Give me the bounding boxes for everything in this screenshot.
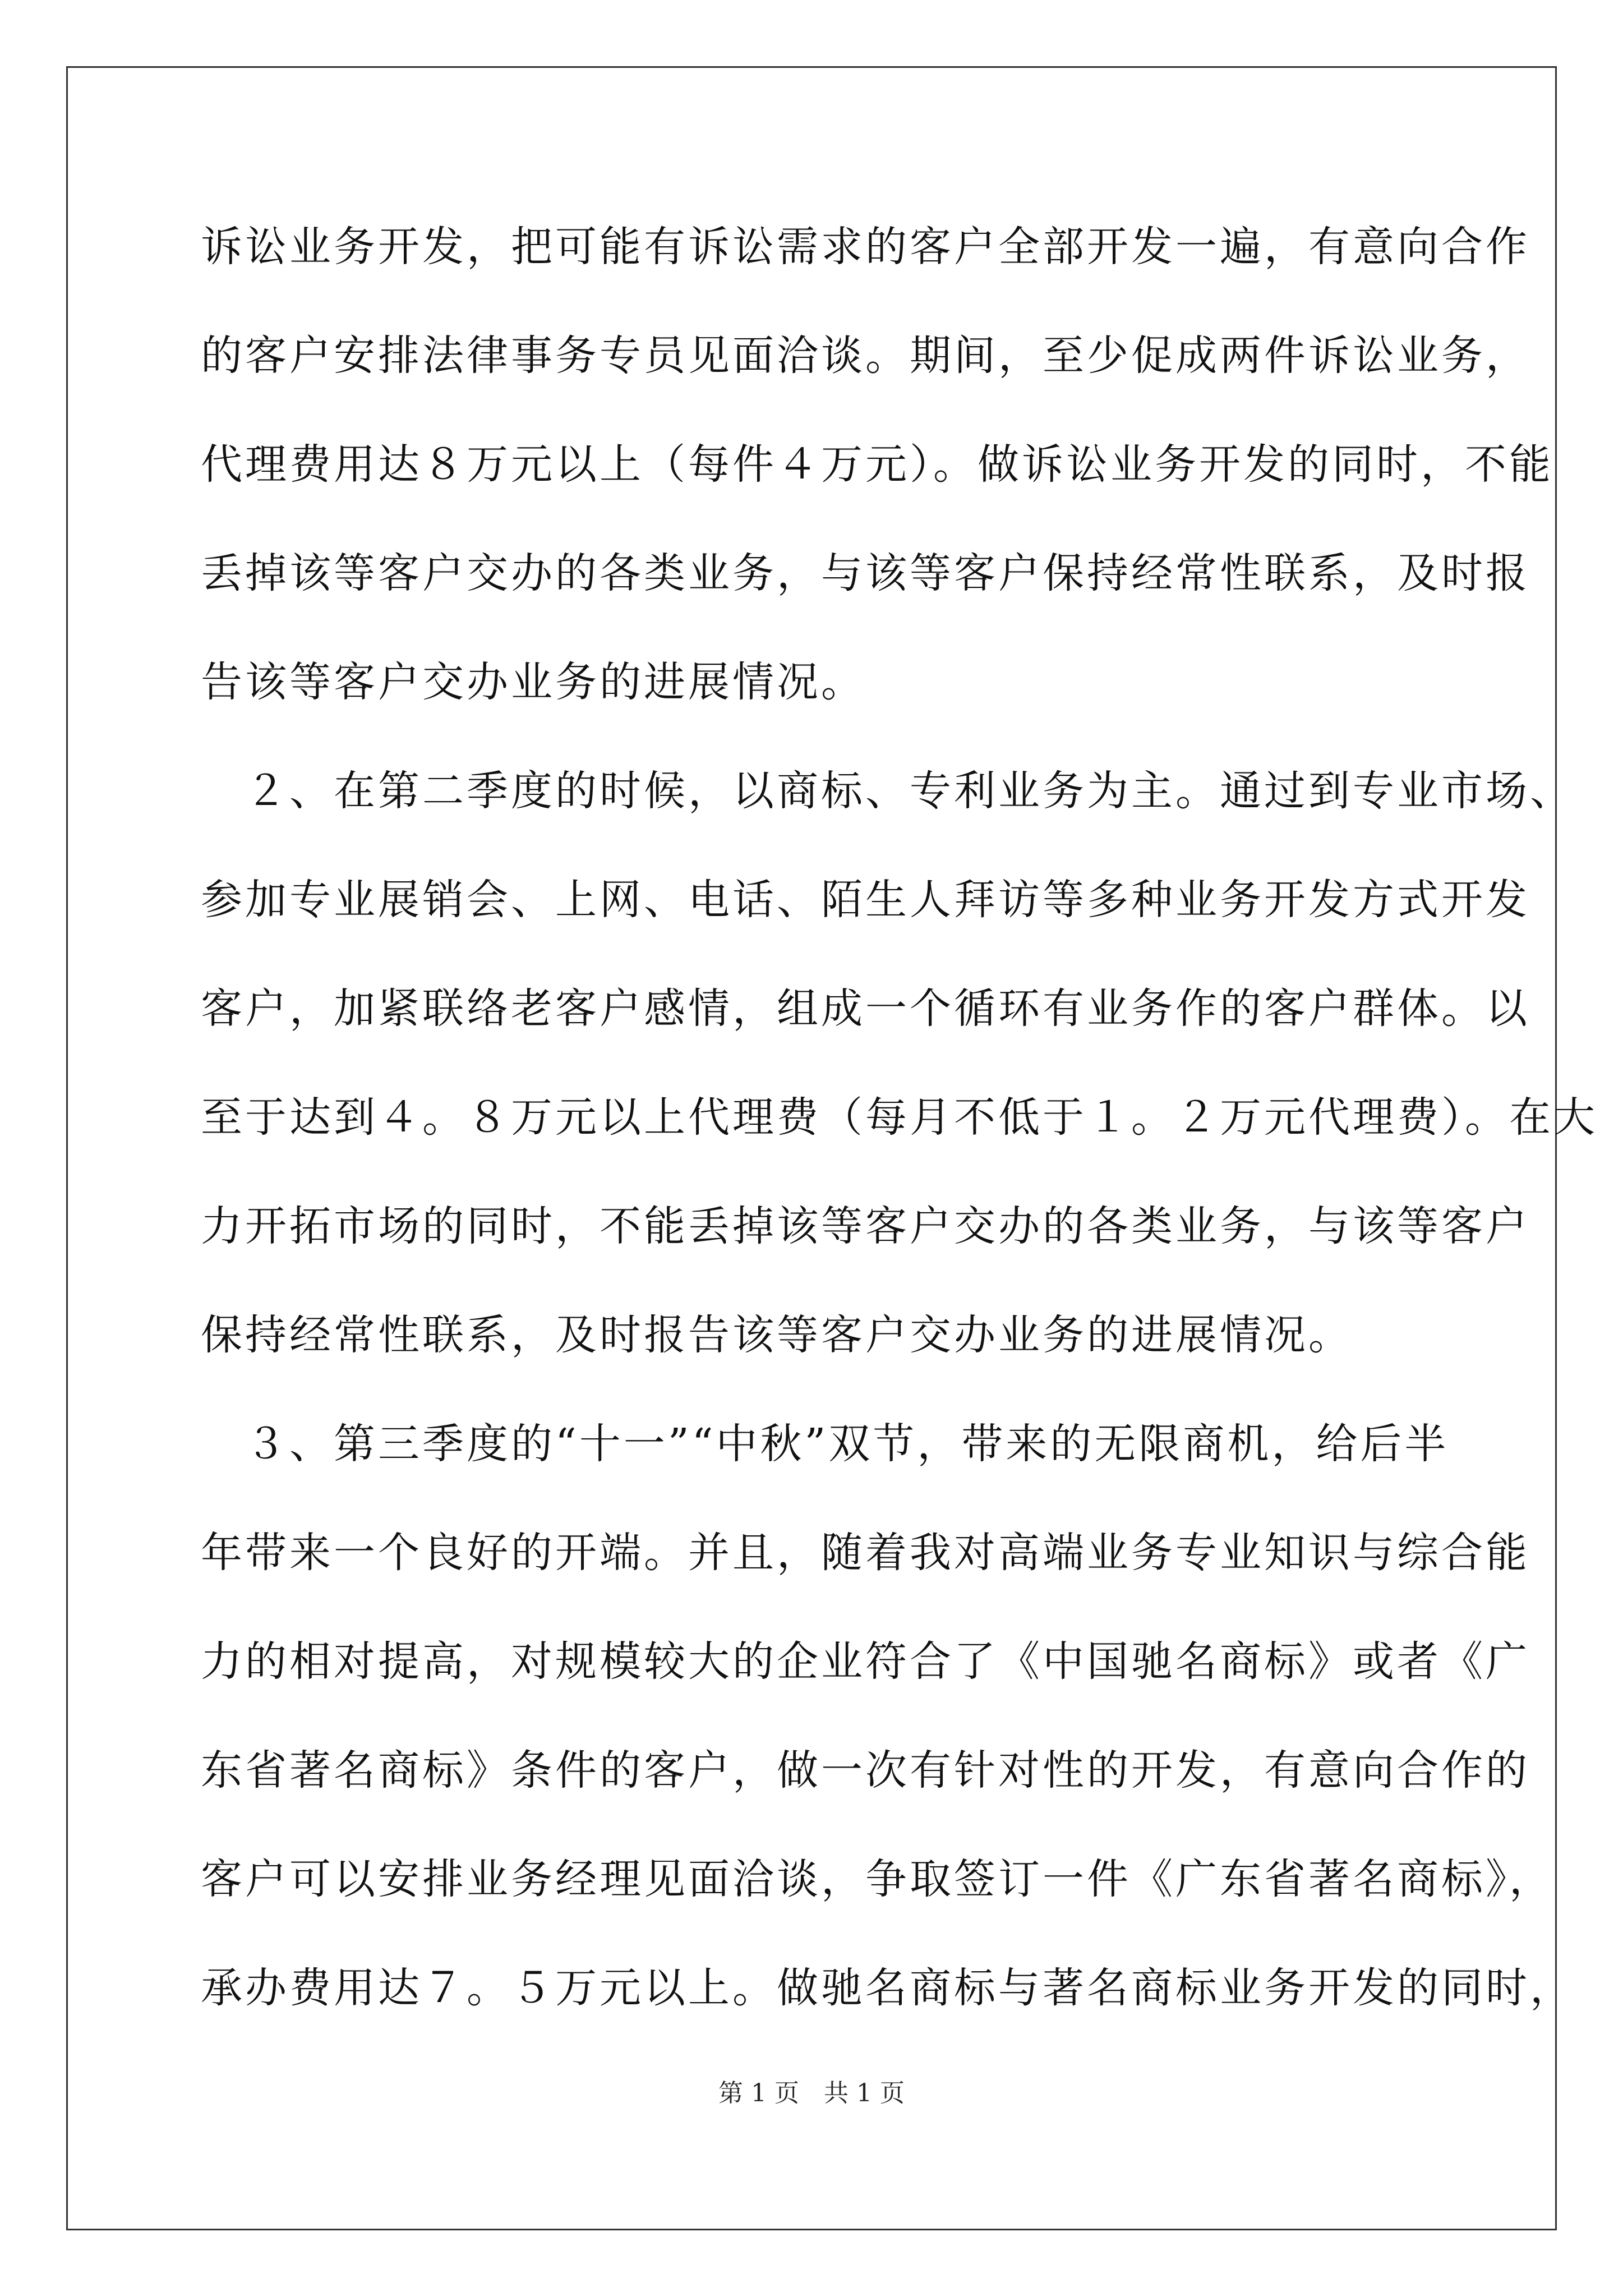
paragraph-start-line: ２、在第二季度的时候，以商标、专利业务为主。通过到专业市场、 — [201, 767, 1574, 815]
paragraph-start-line: ３、第三季度的“十一”“中秋”双节，带来的无限商机，给后半 — [201, 1420, 1449, 1468]
text-line: 告该等客户交办业务的进展情况。 — [201, 658, 865, 706]
text-line: 客户可以安排业务经理见面洽谈，争取签订一件《广东省著名商标》， — [201, 1855, 1553, 1903]
text-line: 力的相对提高，对规模较大的企业符合了《中国驰名商标》或者《广 — [201, 1637, 1530, 1686]
page-number-footer: 第 1 页 共 1 页 — [718, 2079, 905, 2108]
text-line: 的客户安排法律事务专员见面洽谈。期间，至少促成两件诉讼业务， — [201, 332, 1530, 380]
text-line: 诉讼业务开发，把可能有诉讼需求的客户全部开发一遍，有意向合作 — [201, 223, 1530, 271]
text-line: 保持经常性联系，及时报告该等客户交办业务的进展情况。 — [201, 1311, 1353, 1359]
text-line: 代理费用达８万元以上（每件４万元）。做诉讼业务开发的同时，不能 — [201, 440, 1553, 489]
text-line: 年带来一个良好的开端。并且，随着我对高端业务专业知识与综合能 — [201, 1529, 1530, 1577]
text-line: 力开拓市场的同时，不能丢掉该等客户交办的各类业务，与该等客户 — [201, 1202, 1530, 1250]
text-line: 客户，加紧联络老客户感情，组成一个循环有业务作的客户群体。以 — [201, 984, 1530, 1033]
text-line: 丢掉该等客户交办的各类业务，与该等客户保持经常性联系，及时报 — [201, 549, 1530, 597]
text-line: 承办费用达７。５万元以上。做驰名商标与著名商标业务开发的同时， — [201, 1964, 1574, 2012]
text-line: 参加专业展销会、上网、电话、陌生人拜访等多种业务开发方式开发 — [201, 876, 1530, 924]
text-line: 东省著名商标》条件的客户，做一次有针对性的开发，有意向合作的 — [201, 1746, 1530, 1795]
text-line: 至于达到４。８万元以上代理费（每月不低于１。２万元代理费）。在大 — [201, 1093, 1598, 1142]
